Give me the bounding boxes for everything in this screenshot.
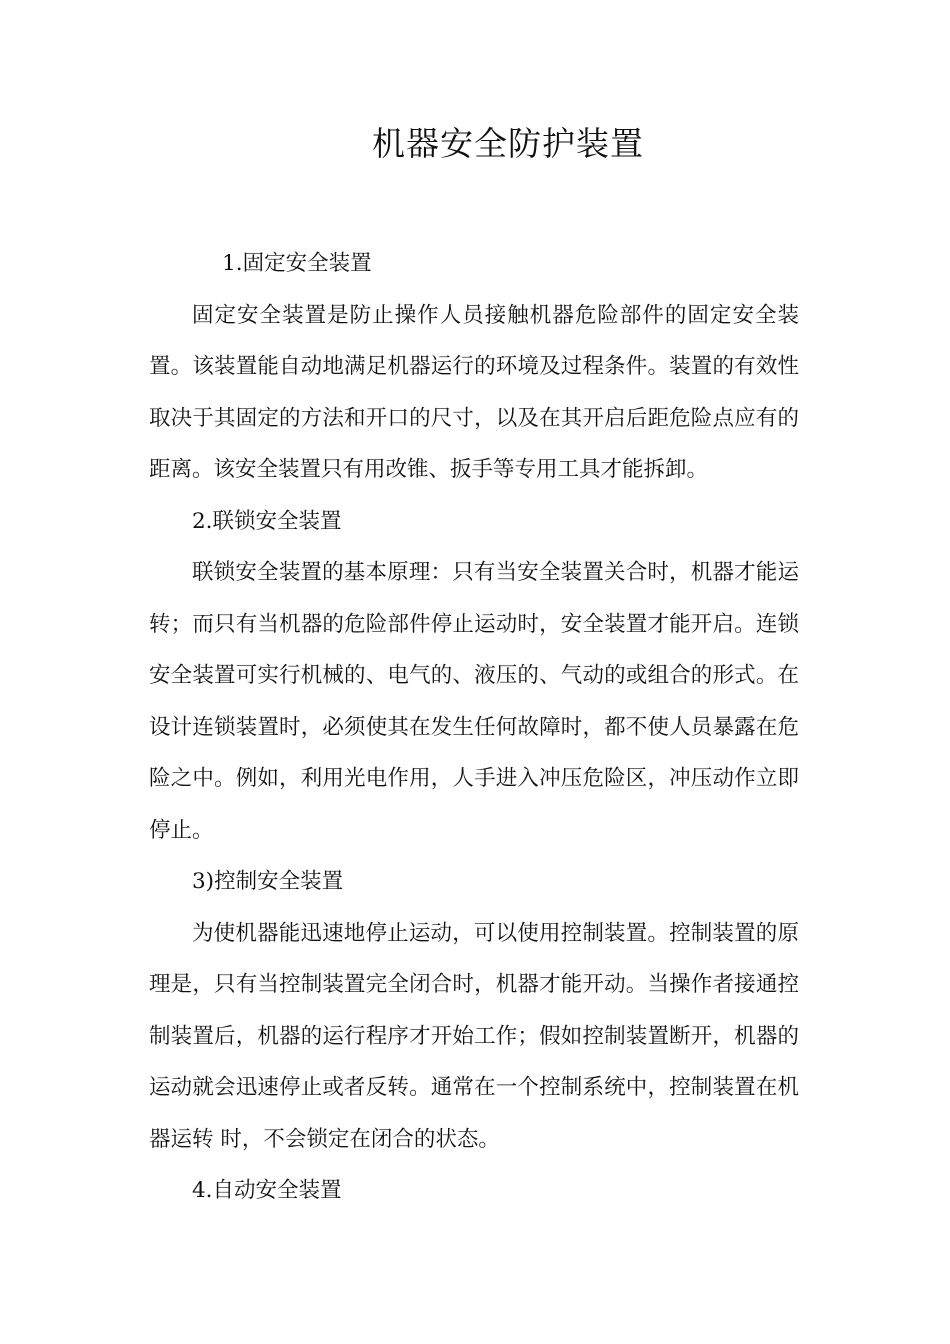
- section-heading-2: 2.联锁安全装置: [192, 508, 342, 534]
- document-title: 机器安全防护装置: [372, 124, 644, 163]
- section-heading-1: 1.固定安全装置: [222, 251, 372, 276]
- document-body: [149, 238, 799, 1217]
- section-heading-3: 3)控制安全装置: [192, 869, 344, 894]
- section-paragraph-1: 固定安全装置是防止操作人员接触机器危险部件的固定安全装置。该装置能自动地满足机器运行的环境及过程条件。装置的有效性取决于其固定的方法和开口的尺寸，以及在其开启后距危险点应有的距离。该安全装置只有用改锥、扳手等专用工具才能拆卸。: [149, 302, 799, 482]
- section-paragraph-3: 为使机器能迅速地停止运动，可以使用控制装置。控制装置的原理是，只有当控制装置完全闭合时，机器才能开动。当操作者接通控制装置后，机器的运行程序才开始工作；假如控制装置断开，机器的运动就会迅速停止或者反转。通常在一个控制系统中，控制装置在机器运转 时，不会锁定在闭合的状态。: [149, 920, 799, 1152]
- section-heading-4: 4.自动安全装置: [192, 1178, 342, 1203]
- section-paragraph-2: 联锁安全装置的基本原理：只有当安全装置关合时，机器才能运转；而只有当机器的危险部件停止运动时，安全装置才能开启。连锁安全装置可实行机械的、电气的、液压的、气动的或组合的形式。在设计连锁装置时，必须使其在发生任何故障时，都不使人员暴露在危险之中。例如，利用光电作用，人手进入冲压危险区，冲压动作立即停止。: [149, 560, 799, 843]
